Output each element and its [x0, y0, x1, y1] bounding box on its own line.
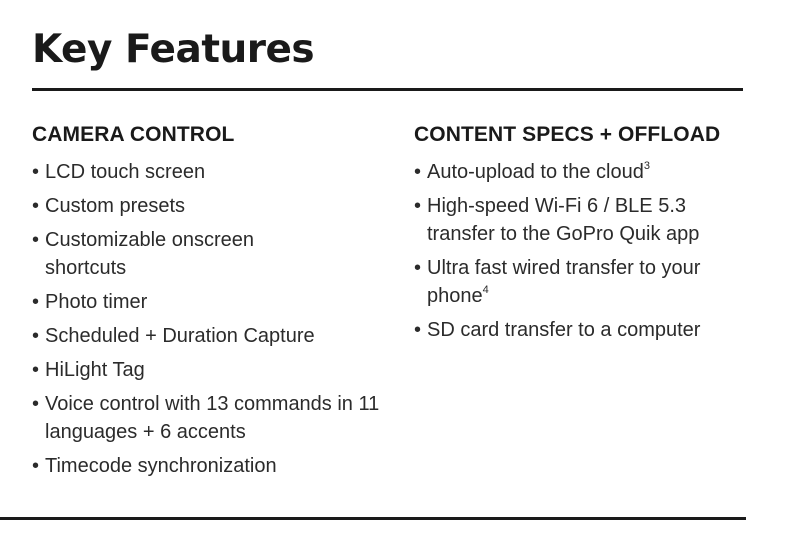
- list-item: [32, 158, 402, 186]
- bullet-icon: •: [32, 359, 40, 381]
- list-item: [32, 192, 402, 220]
- item-text: Custom presets: [45, 195, 186, 217]
- camera-control-section: [32, 120, 402, 486]
- item-text: Auto-upload to the cloud: [427, 161, 644, 183]
- bullet-icon: •: [414, 257, 422, 279]
- list-item: [414, 254, 717, 310]
- item-text: SD card transfer to a computer: [427, 319, 701, 341]
- bullet-icon: •: [32, 229, 40, 251]
- list-item: [32, 322, 402, 350]
- bullet-icon: •: [414, 319, 422, 341]
- list-item: [32, 356, 402, 384]
- list-item: [414, 158, 784, 186]
- bullet-icon: •: [32, 291, 40, 313]
- list-item: [32, 288, 402, 316]
- item-text: Scheduled + Duration Capture: [45, 325, 315, 347]
- bullet-icon: •: [414, 161, 422, 183]
- list-item: [414, 316, 784, 344]
- item-text: Photo timer: [45, 291, 148, 313]
- item-text: High-speed Wi-Fi 6 / BLE 5.3 transfer to the GoPro Quik app: [427, 195, 700, 245]
- item-text: Customizable onscreen shortcuts: [45, 229, 254, 279]
- item-text: LCD touch screen: [45, 161, 206, 183]
- list-item: [32, 452, 402, 480]
- item-text: HiLight Tag: [45, 359, 145, 381]
- footnote-marker: 3: [643, 160, 650, 173]
- bottom-divider: [0, 517, 746, 520]
- bullet-icon: •: [32, 195, 40, 217]
- content-specs-section: [414, 120, 784, 350]
- list-item: [32, 226, 307, 282]
- bullet-icon: •: [32, 393, 40, 415]
- footnote-marker: 4: [482, 284, 489, 297]
- bullet-icon: •: [32, 161, 40, 183]
- bullet-icon: •: [414, 195, 422, 217]
- bullet-icon: •: [32, 325, 40, 347]
- feature-list: [32, 158, 402, 480]
- list-item: [414, 192, 757, 248]
- list-item: [32, 390, 390, 446]
- item-text: Timecode synchronization: [45, 455, 277, 477]
- bullet-icon: •: [32, 455, 40, 477]
- item-text: Voice control with 13 commands in 11 languages + 6 accents: [45, 393, 380, 443]
- top-divider: [32, 88, 743, 91]
- item-text: Ultra fast wired transfer to your phone: [427, 257, 701, 307]
- section-heading: CAMERA CONTROL: [32, 123, 235, 146]
- section-heading: CONTENT SPECS + OFFLOAD: [414, 123, 721, 146]
- page-title: Key Features: [32, 27, 315, 72]
- feature-list: [414, 158, 784, 344]
